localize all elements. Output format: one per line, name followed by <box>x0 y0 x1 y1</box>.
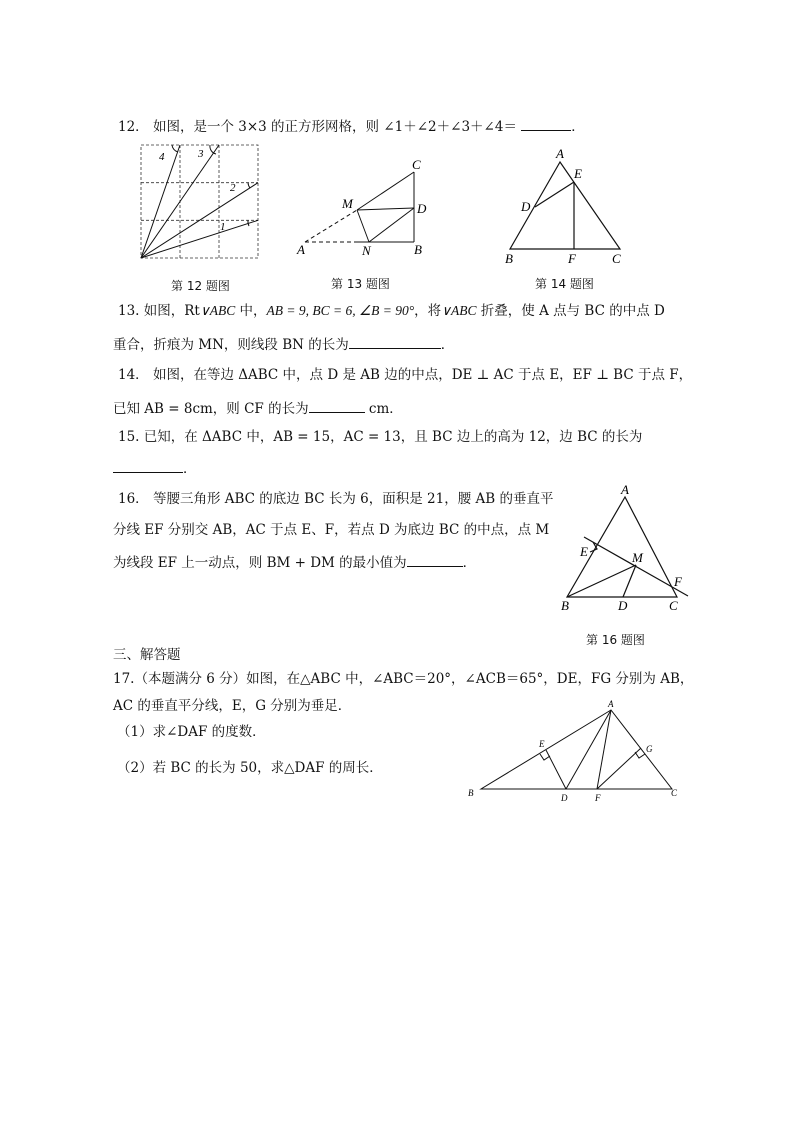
label-C: C <box>671 788 678 798</box>
label-A: A <box>556 146 564 161</box>
q16-answer-blank[interactable] <box>407 552 463 567</box>
q13-line1: 13. 如图，Rt∨ABC 中，AB = 9, BC = 6, ∠B = 90°，将∨ABC 折叠，使 A 点与 BC 的中点 D <box>118 303 665 319</box>
q14-line2: 已知 AB = 8cm，则 CF 的长为 cm． <box>113 398 403 418</box>
label-F: F <box>595 793 601 803</box>
label-B: B <box>468 788 474 798</box>
figure-14 <box>500 145 630 270</box>
q14-line1: 14． 如图，在等边 ΔABC 中，点 D 是 AB 边的中点，DE ⊥ AC 于点 E，EF ⊥ BC 于点 F， <box>118 367 693 383</box>
caption-fig16: 第 16 题图 <box>586 633 645 647</box>
q17-line2: AC 的垂直平分线，E，G 分别为垂足． <box>113 698 352 714</box>
q12-answer-blank[interactable] <box>521 116 571 131</box>
label-D: D <box>561 793 568 803</box>
q16-line1: 16． 等腰三角形 ABC 的底边 BC 长为 6，面积是 21，腰 AB 的垂直平 <box>118 491 554 507</box>
q17-sub2: （2）若 BC 的长为 50，求△DAF 的周长． <box>117 760 383 776</box>
angle-label-1: 1 <box>220 221 226 233</box>
label-D: D <box>417 201 427 216</box>
label-F: F <box>674 574 682 589</box>
figure-17 <box>465 700 695 810</box>
label-D: D <box>521 199 531 214</box>
q12-text: 12． 如图，是一个 3×3 的正方形网格，则 ∠1＋∠2＋∠3＋∠4＝ ． <box>118 116 585 136</box>
label-A: A <box>608 699 614 709</box>
label-A: A <box>297 242 305 257</box>
section-heading: 三、解答题 <box>113 647 181 663</box>
angle-label-2: 2 <box>230 182 236 194</box>
label-B: B <box>505 251 513 266</box>
caption-fig13: 第 13 题图 <box>331 277 390 291</box>
label-D: D <box>618 598 628 613</box>
caption-fig14: 第 14 题图 <box>535 277 594 291</box>
q16-line2: 分线 EF 分别交 AB，AC 于点 E、F，若点 D 为底边 BC 的中点，点 M <box>113 522 550 538</box>
q13-answer-blank[interactable] <box>349 334 441 349</box>
label-E: E <box>580 544 588 559</box>
q12-number: 12． <box>118 119 149 135</box>
q17-sub1: （1）求∠DAF 的度数． <box>117 724 266 740</box>
label-C: C <box>669 598 678 613</box>
q13-line2: 重合，折痕为 MN，则线段 BN 的长为 ． <box>113 334 454 354</box>
label-C: C <box>412 157 421 172</box>
q17-line1: 17.（本题满分 6 分）如图，在△ABC 中，∠ABC＝20°，∠ACB＝65°，DE，FG 分别为 AB， <box>113 671 694 687</box>
q15-answer-blank[interactable] <box>113 458 183 473</box>
label-E: E <box>574 166 582 181</box>
q15-line2: ． <box>113 458 197 478</box>
label-G: G <box>646 744 653 754</box>
angle-label-3: 3 <box>198 148 204 160</box>
label-M: M <box>342 196 353 211</box>
q16-line3: 为线段 EF 上一动点，则 BM + DM 的最小值为 ． <box>113 552 476 572</box>
figure-16 <box>555 480 695 615</box>
label-E: E <box>539 739 545 749</box>
angle-label-4: 4 <box>159 151 165 163</box>
label-F: F <box>568 251 576 266</box>
label-N: N <box>362 243 371 258</box>
label-B: B <box>414 242 422 257</box>
label-B: B <box>561 598 569 613</box>
caption-fig12: 第 12 题图 <box>171 279 230 293</box>
q12-stem: 如图，是一个 3×3 的正方形网格，则 ∠1＋∠2＋∠3＋∠4＝ <box>152 119 517 135</box>
figure-13 <box>295 155 435 265</box>
label-C: C <box>612 251 621 266</box>
q14-answer-blank[interactable] <box>309 398 365 413</box>
q15-line1: 15. 已知，在 ΔABC 中，AB = 15，AC = 13，且 BC 边上的高为 12，边 BC 的长为 <box>118 429 643 445</box>
label-M: M <box>632 550 643 565</box>
label-A: A <box>621 482 629 497</box>
figure-12 <box>140 144 262 260</box>
